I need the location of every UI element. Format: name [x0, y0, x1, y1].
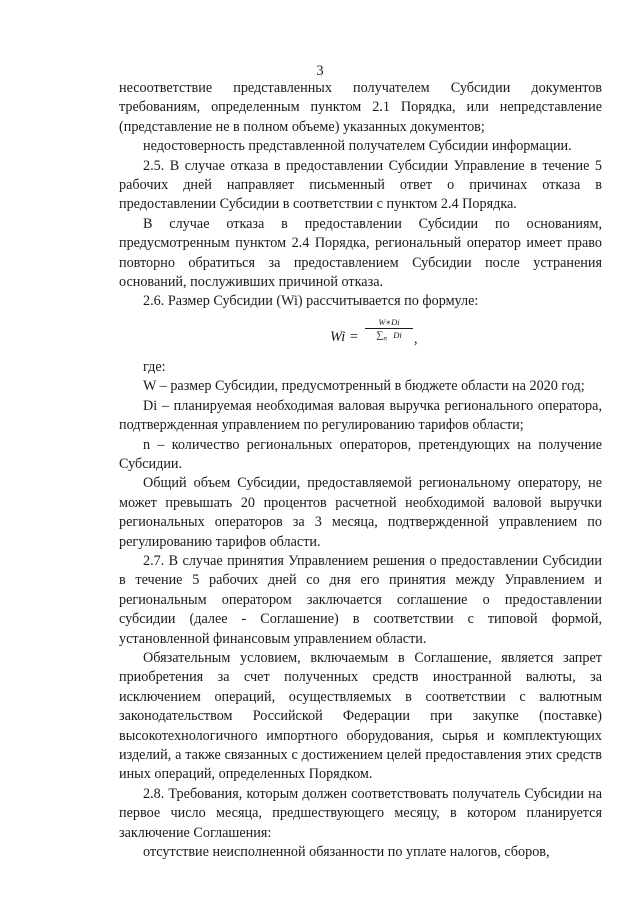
- formula-lhs: Wi =: [330, 328, 359, 345]
- paragraph: несоответствие представленных получателем Субсидии документов требованиям, определенным пунктом 2.1 Порядка, или непредставление (представление не в полном объеме) указанных документов;: [119, 80, 602, 135]
- paragraph: где:: [143, 358, 166, 375]
- formula-comma: ,: [414, 330, 418, 347]
- paragraph: 2.8. Требования, которым должен соответствовать получатель Субсидии на первое число месяца, предшествующего месяцу, в котором планируется заключение Соглашения:: [119, 785, 602, 841]
- document-body: [119, 79, 602, 862]
- subsidy-formula: [119, 316, 602, 356]
- paragraph: 2.5. В случае отказа в предоставлении Субсидии Управление в течение 5 рабочих дней направляет письменный ответ о причинах отказа в предоставлении Субсидии в соответствии с пунктом 2.4 Порядка.: [119, 157, 602, 213]
- formula-denominator: [365, 329, 413, 345]
- page-number: 3: [316, 63, 324, 79]
- paragraph: W – размер Субсидии, предусмотренный в бюджете области на 2020 год;: [143, 378, 585, 395]
- formula-fraction: [365, 317, 413, 345]
- paragraph: недостоверность представленной получателем Субсидии информации.: [143, 138, 572, 155]
- paragraph: 2.6. Размер Субсидии (Wi) рассчитывается по формуле:: [143, 293, 479, 310]
- paragraph: 2.7. В случае принятия Управлением решения о предоставлении Субсидии в течение 5 рабочих дней со дня его принятия между Управлением и региональным оператором заключается соглашение о предоставлении субсидии (далее - Соглашение) в соответствии с типовой формой, установленной финансовым управлением области.: [119, 552, 602, 647]
- formula-denominator-var: Di: [393, 329, 402, 340]
- paragraph: В случае отказа в предоставлении Субсидии по основаниям, предусмотренным пунктом 2.4 Порядка, региональный оператор имеет право повторно обратиться за предоставлением Субсидии после устранения оснований, послуживших причиной отказа.: [119, 215, 602, 291]
- paragraph: отсутствие неисполненной обязанности по уплате налогов, сборов,: [143, 844, 550, 861]
- paragraph: n – количество региональных операторов, претендующих на получение Субсидии.: [119, 436, 602, 472]
- paragraph: Di – планируемая необходимая валовая выручка регионального оператора, подтвержденная управлением по регулированию тарифов области;: [119, 397, 602, 434]
- paragraph: Обязательным условием, включаемым в Соглашение, является запрет приобретения за счет полученных средств иностранной валюты, за исключением операций, осуществляемых в соответствии с валютным законодательством Российской Федерации при закупке (поставке) высокотехнологичного импортного оборудования, сырья и комплектующих изделий, а также связанных с достижением целей предоставления этих средств иных операций, определенных Порядком.: [119, 649, 602, 783]
- paragraph: Общий объем Субсидии, предоставляемой региональному оператору, не может превышать 20 процентов расчетной необходимой валовой выручки региональных операторов за 3 месяца, подтвержденной управлением по регулированию тарифов области.: [119, 475, 602, 550]
- sum-symbol: ∑: [376, 329, 384, 341]
- sum-index: n: [383, 334, 387, 343]
- formula-numerator: W∗Di: [365, 317, 413, 329]
